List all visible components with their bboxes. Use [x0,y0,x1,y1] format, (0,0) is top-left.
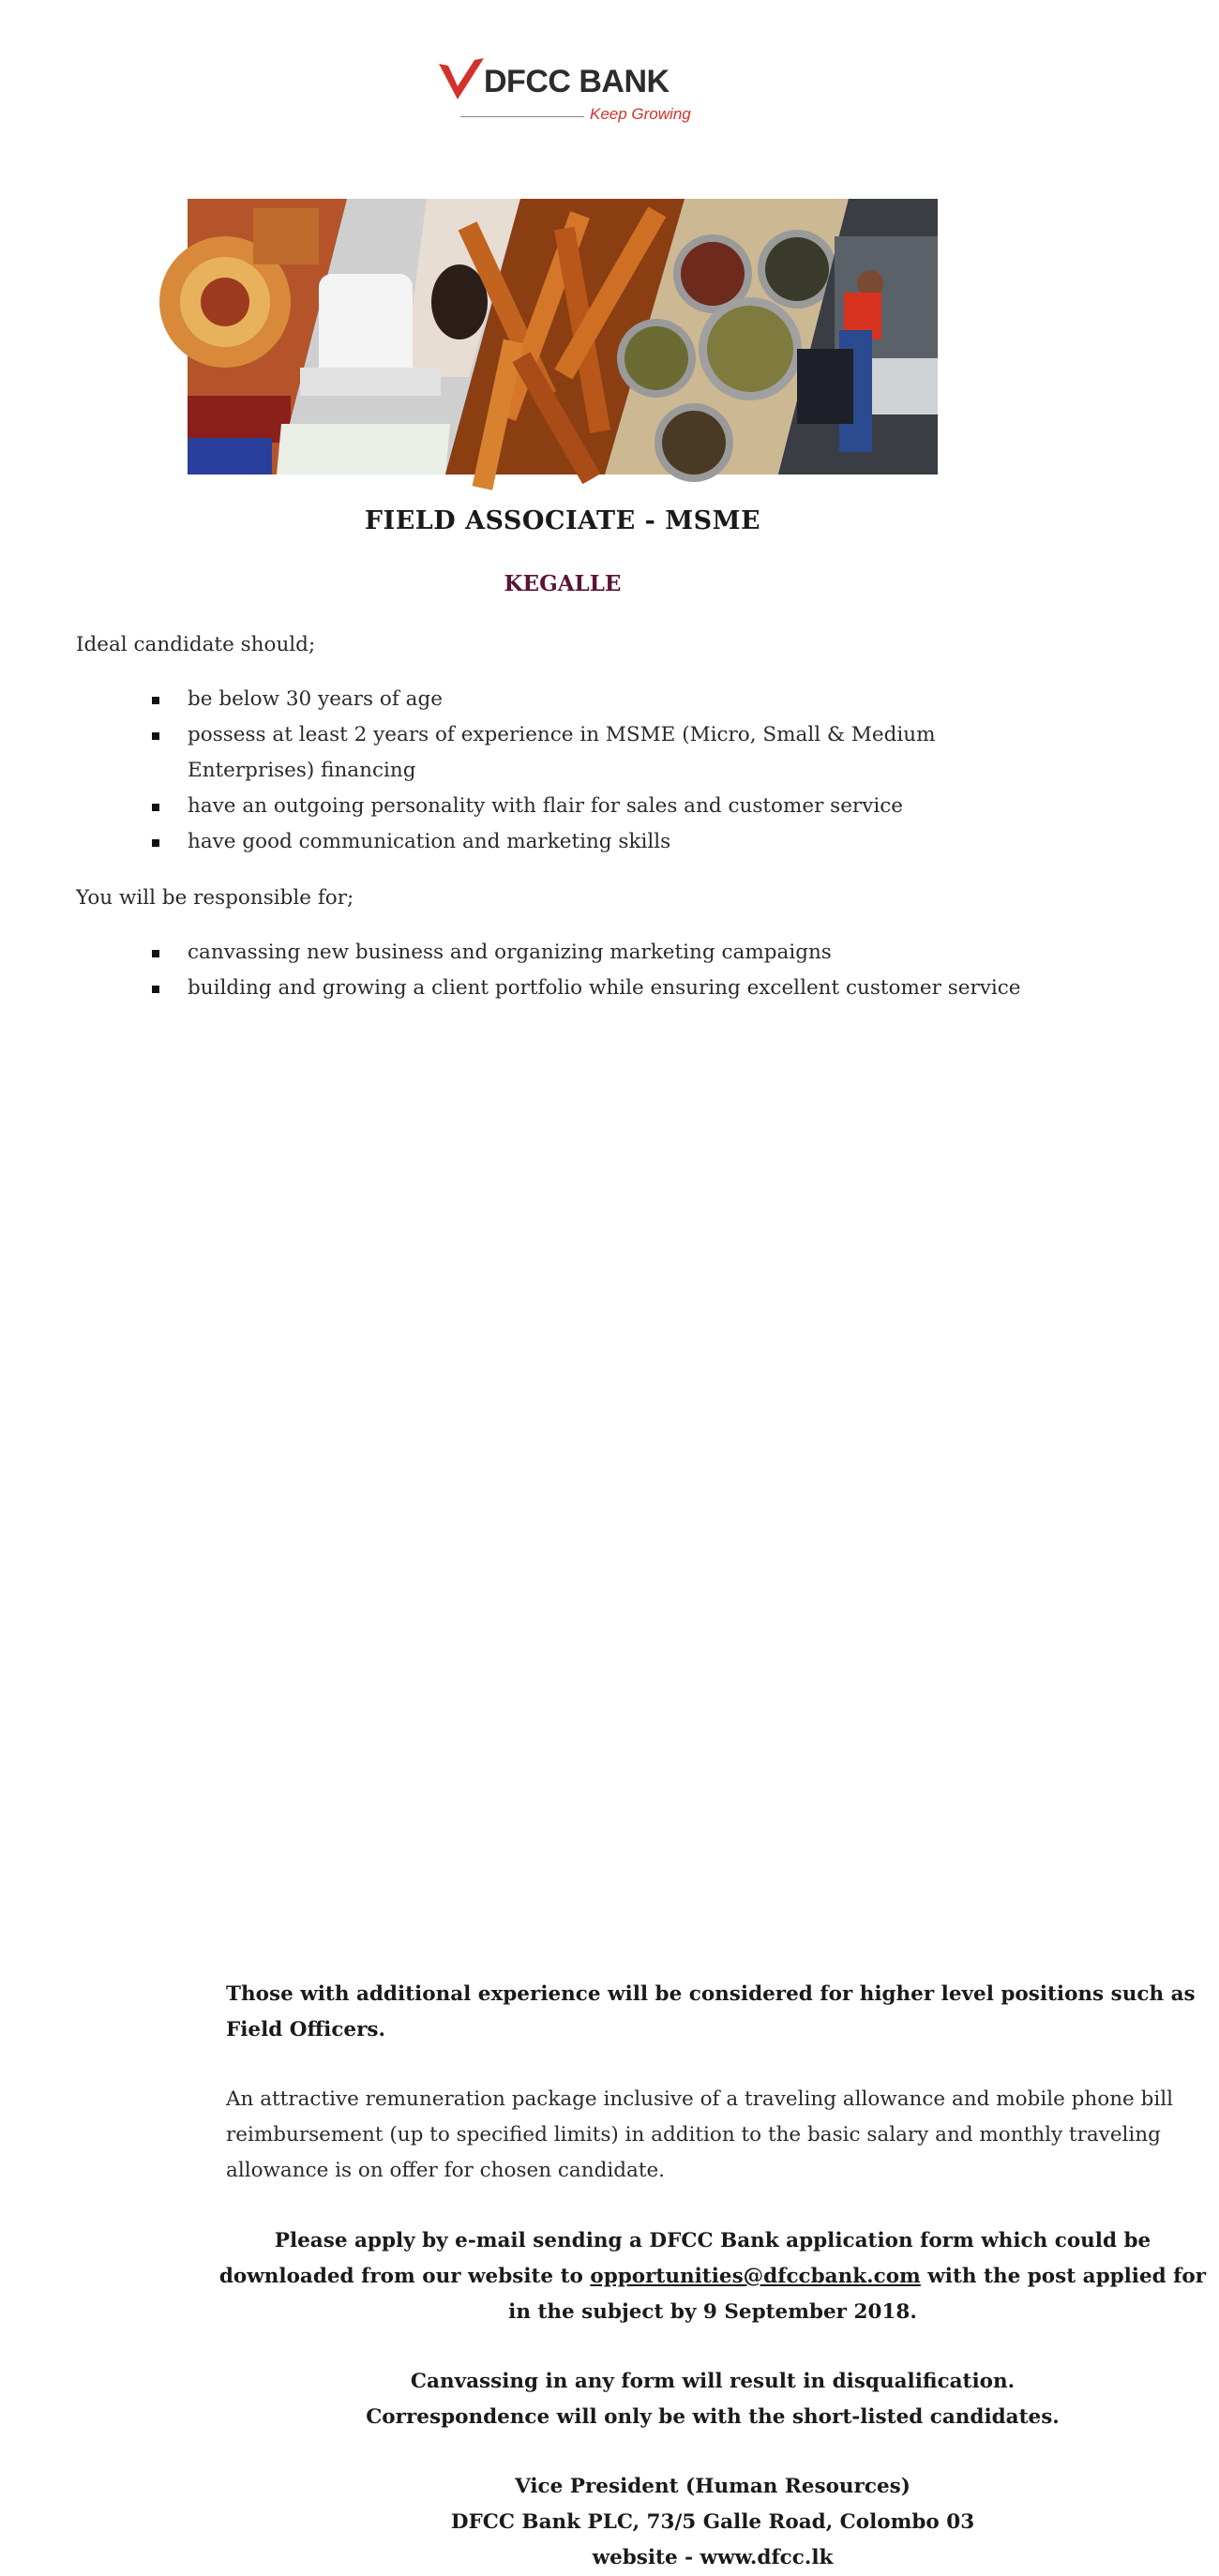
logo-tagline: Keep Growing [590,105,691,123]
correspondence-notice: Correspondence will only be with the short-listed candidates. [366,2405,1060,2429]
logo-divider [460,116,584,117]
logo-text: DFCC BANK [484,64,670,99]
ideal-candidate-list [150,682,1050,860]
bank-logo [437,54,700,131]
disqualification-notice: Canvassing in any form will result in disqualification. [410,2370,1016,2393]
additional-experience-note: Those with additional experience will be considered for higher level positions such as Field Officers. [226,1982,1196,2041]
application-email-link[interactable]: opportunities@dfccbank.com [590,2265,921,2288]
list-item: have good communication and marketing skills [150,824,1050,860]
apply-text-after: with the post applied for in the subject by 9 September 2018. [508,2265,1207,2324]
apply-instructions [206,2223,1219,2330]
signatory-title: Vice President (Human Resources) [515,2475,910,2498]
bank-website[interactable]: website - www.dfcc.lk [592,2546,834,2569]
bank-address: DFCC Bank PLC, 73/5 Galle Road, Colombo 03 [450,2510,975,2534]
job-location: KEGALLE [504,571,622,596]
list-item: building and growing a client portfolio while ensuring excellent customer service [150,971,1050,1006]
logo-check-mark-icon [437,58,488,105]
job-title: FIELD ASSOCIATE - MSME [364,506,761,535]
banner-image [188,199,938,475]
list-item: possess at least 2 years of experience in MSME (Micro, Small & Medium Enterprises) financing [150,717,1050,789]
responsibilities-list [150,935,1207,2569]
remuneration-paragraph: An attractive remuneration package inclusive of a traveling allowance and mobile phone bill reimbursement (up to specified limits) in addition to the basic salary and monthly traveling allowance is on offer for chosen candidate. [226,2087,1173,2182]
list-item: have an outgoing personality with flair for sales and customer service [150,789,1050,824]
list-item: canvassing new business and organizing marketing campaigns [150,935,1050,971]
apply-text-before: Please apply by e-mail sending a DFCC Bank application form which could be downloaded from our website to [218,2229,1151,2288]
list-item: be below 30 years of age [150,682,1050,717]
ideal-candidate-intro: Ideal candidate should; [76,633,316,656]
responsibilities-intro: You will be responsible for; [76,886,354,910]
